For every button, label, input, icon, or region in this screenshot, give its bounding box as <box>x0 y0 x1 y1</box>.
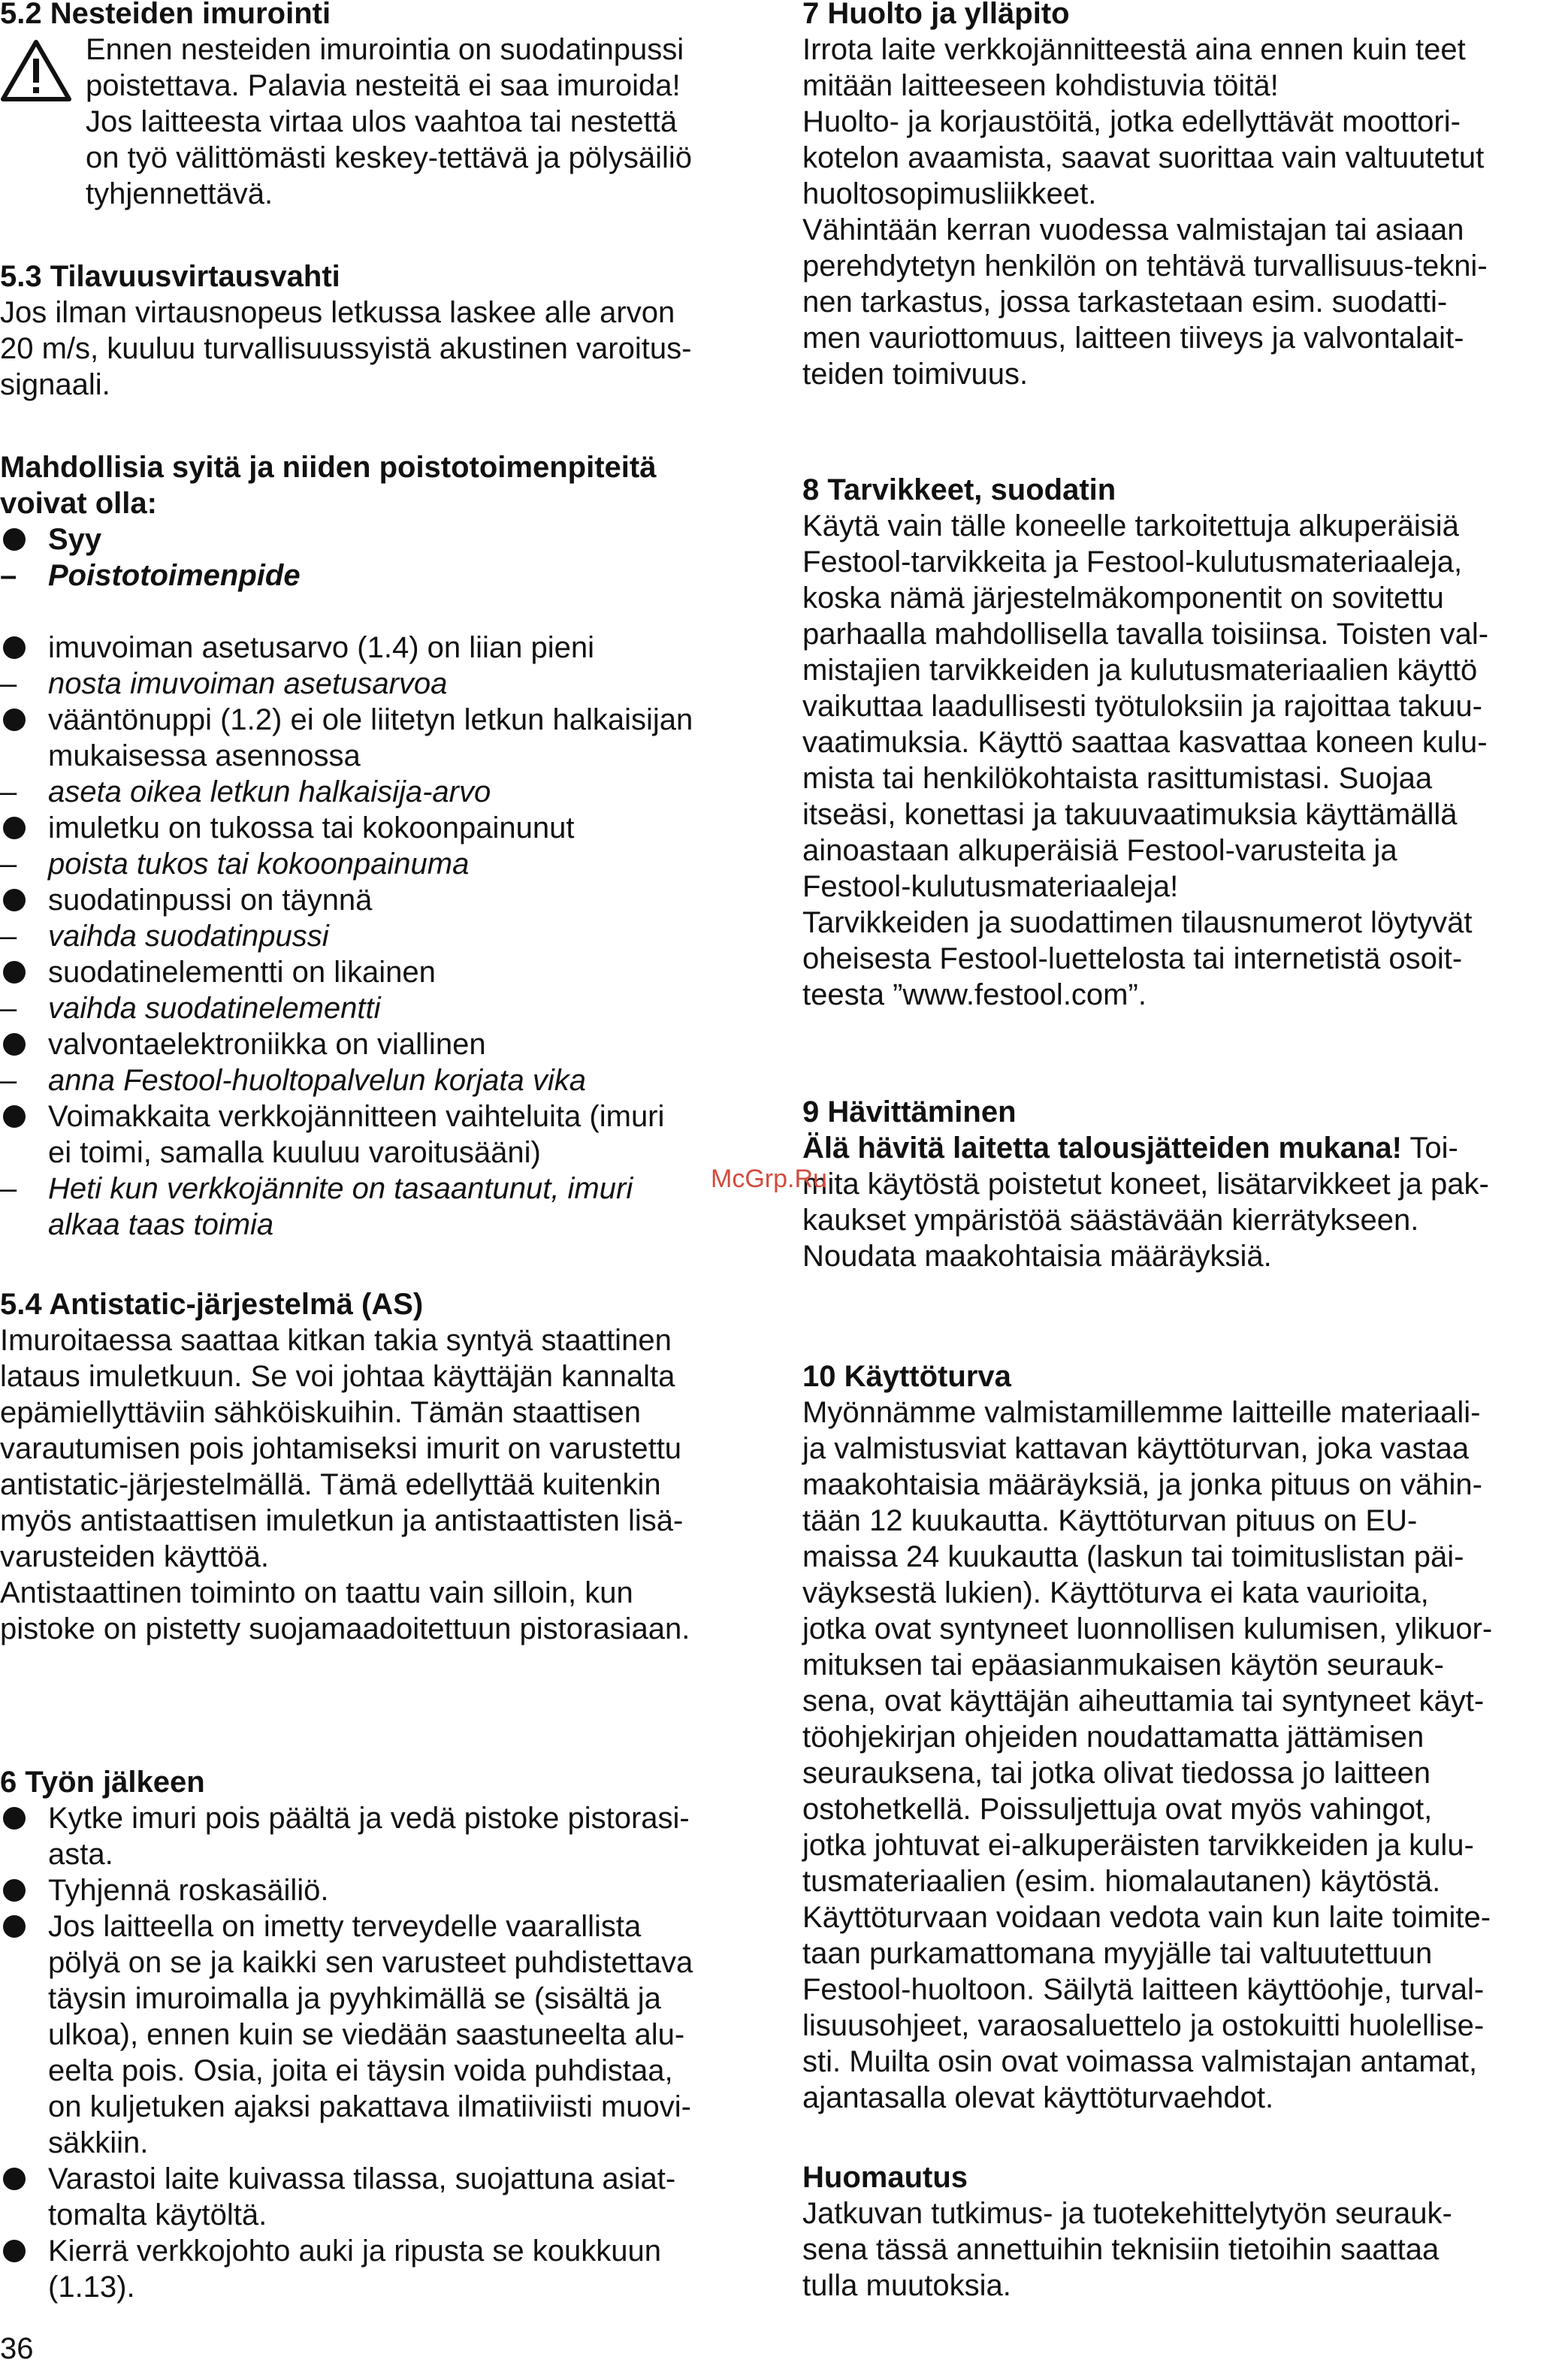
text-line: Jatkuvan tutkimus- ja tuotekehittelytyön seurauk- <box>802 2197 1452 2230</box>
bullet-icon <box>3 961 26 984</box>
section-10-title: 10 Käyttöturva <box>802 1360 1011 1393</box>
text-line: mistajien tarvikkeiden ja kulutusmateriaalien käyttö <box>802 654 1478 687</box>
bullet-icon <box>3 1807 26 1830</box>
text-line: teiden toimivuus. <box>802 358 1029 391</box>
list-item-text: asta. <box>48 1838 113 1871</box>
list-item-text: Jos laitteella on imetty terveydelle vaarallista <box>48 1910 642 1943</box>
list-item-text: Kierrä verkkojohto auki ja ripusta se koukkuun <box>48 2235 661 2268</box>
cause-text: imuletku on tukossa tai kokoonpainunut <box>48 811 575 845</box>
bullet-icon <box>3 1033 26 1056</box>
text-line: jotka johtuvat ei-alkuperäisten tarvikkeiden ja kulu- <box>802 1829 1474 1862</box>
text-line: Huolto- ja korjaustöitä, jotka edellyttävät moottori- <box>802 105 1461 138</box>
text-line: oheisesta Festool-luettelosta tai internetistä osoit- <box>802 942 1463 975</box>
text-line: taan purkamattomana myyjälle tai valtuutettuun <box>802 1937 1433 1970</box>
bullet-icon <box>3 528 26 551</box>
text-line: sena, ovat käyttäjän aiheuttamia tai syntyneet käyt- <box>802 1685 1485 1718</box>
bullet-icon <box>3 636 26 659</box>
list-item-text: Varastoi laite kuivassa tilassa, suojattuna asiat- <box>48 2162 676 2195</box>
remedy-text: poista tukos tai kokoonpainuma <box>48 848 470 881</box>
text-line: mituksen tai epäasianmukaisen käytön seurauk- <box>802 1648 1444 1682</box>
text-line: Myönnämme valmistamillemme laitteille materiaali- <box>802 1396 1481 1429</box>
list-item-text: ulkoa), ennen kuin se viedään saastuneelta alu- <box>48 2018 685 2051</box>
watermark: McGrp.Ru <box>711 1165 827 1193</box>
text-line: poistettava. Palavia nesteitä ei saa imuroida! <box>86 69 681 102</box>
list-item-text: säkkiin. <box>48 2126 149 2159</box>
text-line: lataus imuletkuun. Se voi johtaa käyttäjän kannalta <box>0 1360 675 1393</box>
text-line: Festool-tarvikkeita ja Festool-kulutusmateriaaleja, <box>802 545 1463 579</box>
dash-icon: – <box>0 920 17 953</box>
dash-icon: – <box>0 667 17 700</box>
section-8-title: 8 Tarvikkeet, suodatin <box>802 473 1116 506</box>
text-line: tusmateriaalien (esim. hiomalautanen) käytöstä. <box>802 1865 1441 1898</box>
bullet-icon <box>3 709 26 731</box>
text-line: tään 12 kuukautta. Käyttöturvan pituus on EU- <box>802 1504 1418 1537</box>
list-item-text: pölyä on se ja kaikki sen varusteet puhdistettava <box>48 1946 693 1979</box>
text-line: sena tässä annettuihin teknisiin tietoihin saattaa <box>802 2233 1440 2266</box>
text-line: Jos laitteesta virtaa ulos vaahtoa tai nestettä <box>86 105 678 138</box>
list-item-text: eelta pois. Osia, joita ei täysin voida puhdistaa, <box>48 2054 673 2087</box>
text-line: pistoke on pistetty suojamaadoitettuun pistorasiaan. <box>0 1612 690 1645</box>
text-line: myös antistaattisen imuletkun ja antistaattisten lisä- <box>0 1504 684 1537</box>
bullet-icon <box>3 2240 26 2262</box>
dash-icon: – <box>0 559 17 592</box>
bullet-icon <box>3 1879 26 1902</box>
cause-text: ei toimi, samalla kuuluu varoitusääni) <box>48 1136 541 1169</box>
remedy-text: Heti kun verkkojännite on tasaantunut, imuri <box>48 1172 633 1205</box>
list-item-text: Kytke imuri pois päältä ja vedä pistoke pistorasi- <box>48 1802 690 1835</box>
dash-icon: – <box>0 848 17 881</box>
text-line: perehdytetyn henkilön on tehtävä turvallisuus-tekni- <box>802 249 1488 283</box>
text-line: Mahdollisia syitä ja niiden poistotoimenpiteitä <box>0 451 657 484</box>
remedy-text: anna Festool-huoltopalvelun korjata vika <box>48 1064 586 1097</box>
section-9-first-rest: Toi- <box>1402 1132 1458 1165</box>
text-line: lisuusohjeet, varaosaluettelo ja ostokuitti huolellise- <box>802 2009 1485 2042</box>
text-line: antistatic-järjestelmällä. Tämä edellyttää kuitenkin <box>0 1468 661 1501</box>
cause-text: valvontaelektroniikka on viallinen <box>48 1028 486 1061</box>
text-line: jotka ovat syntyneet luonnollisen kulumisen, ylikuor- <box>802 1612 1493 1645</box>
section-9-title: 9 Hävittäminen <box>802 1095 1017 1129</box>
text-line: Käytä vain tälle koneelle tarkoitettuja alkuperäisiä <box>802 509 1459 542</box>
text-line: kotelon avaamista, saavat suorittaa vain valtuutetut <box>802 141 1485 174</box>
text-line: mista tai henkilökohtaista rasittumistasi. Suojaa <box>802 762 1433 795</box>
text-line: varautumisen pois johtamiseksi imurit on varustettu <box>0 1432 682 1465</box>
text-line: koska nämä järjestelmäkomponentit on sovitettu <box>802 582 1444 615</box>
text-line: töohjekirjan ohjeiden noudattamatta jättämisen <box>802 1721 1424 1754</box>
cause-text: imuvoiman asetusarvo (1.4) on liian pieni <box>48 631 595 664</box>
page-number: 36 <box>0 2332 34 2365</box>
text-line: voivat olla: <box>0 487 157 520</box>
list-item-text: tomalta käytöltä. <box>48 2198 267 2231</box>
section-7-title: 7 Huolto ja ylläpito <box>802 0 1070 30</box>
text-line: teesta ”www.festool.com”. <box>802 978 1147 1011</box>
text-line: mita käytöstä poistetut koneet, lisätarvikkeet ja pak- <box>802 1168 1489 1201</box>
remedy-text: nosta imuvoiman asetusarvoa <box>48 667 448 700</box>
cause-text: vääntönuppi (1.2) ei ole liitetyn letkun halkaisijan <box>48 703 693 736</box>
text-line: tulla muutoksia. <box>802 2269 1011 2302</box>
text-line: maissa 24 kuukautta (laskun tai toimituslistan päi- <box>802 1540 1464 1573</box>
remedy-text: alkaa taas toimia <box>48 1208 274 1241</box>
text-line: tyhjennettävä. <box>86 177 273 210</box>
cause-text: mukaisessa asennossa <box>48 739 361 772</box>
text-line: Imuroitaessa saattaa kitkan takia syntyä staattinen <box>0 1324 672 1357</box>
list-item-text: (1.13). <box>48 2271 135 2304</box>
text-line: Festool-huoltoon. Säilytä laitteen käyttöohje, turval- <box>802 1973 1485 2006</box>
dash-icon: – <box>0 1064 17 1097</box>
bullet-icon <box>3 1105 26 1128</box>
cause-text: suodatinpussi on täynnä <box>48 884 373 917</box>
dash-icon: – <box>0 1172 17 1205</box>
text-line: nen tarkastus, jossa tarkastetaan esim. suodatti- <box>802 286 1448 319</box>
cause-text: Voimakkaita verkkojännitteen vaihteluita (imuri <box>48 1100 665 1133</box>
bullet-icon <box>3 889 26 911</box>
cause-text: suodatinelementti on likainen <box>48 956 436 989</box>
text-line: Ennen nesteiden imurointia on suodatinpussi <box>86 33 684 66</box>
note-title: Huomautus <box>802 2161 968 2194</box>
text-line: signaali. <box>0 368 110 401</box>
dash-icon: – <box>0 992 17 1025</box>
text-line: vaatimuksia. Käyttö saattaa kasvattaa koneen kulu- <box>802 726 1488 759</box>
remedy-text: aseta oikea letkun halkaisija-arvo <box>48 775 491 808</box>
section-9-warning: Älä hävitä laitetta talousjätteiden mukana! <box>802 1132 1402 1165</box>
list-item-text: täysin imuroimalla ja pyyhkimällä se (sisältä ja <box>48 1982 661 2015</box>
text-line: sti. Muilta osin ovat voimassa valmistajan antamat, <box>802 2045 1478 2078</box>
text-line: huoltosopimusliikkeet. <box>802 177 1097 210</box>
section-5-2-title: 5.2 Nesteiden imurointi <box>0 0 331 30</box>
text-line: Vähintään kerran vuodessa valmistajan tai asiaan <box>802 213 1464 246</box>
section-6-title: 6 Työn jälkeen <box>0 1766 205 1799</box>
text-line: on työ välittömästi keskey-tettävä ja pölysäiliö <box>86 141 693 174</box>
text-line: itseäsi, konettasi ja takuuvaatimuksia käyttämällä <box>802 798 1458 831</box>
text-line: vaikuttaa laadullisesti työtuloksiin ja rajoittaa takuu- <box>802 690 1482 723</box>
text-line: Jos ilman virtausnopeus letkussa laskee alle arvon <box>0 296 675 329</box>
bullet-icon <box>3 817 26 839</box>
text-line: ja valmistusviat kattavan käyttöturvan, joka vastaa <box>802 1432 1470 1465</box>
text-line: Festool-kulutusmateriaaleja! <box>802 870 1179 903</box>
text-line: Antistaattinen toiminto on taattu vain silloin, kun <box>0 1576 633 1609</box>
remedy-text: vaihda suodatinelementti <box>48 992 381 1025</box>
text-line: men vauriottomuus, laitteen tiiveys ja valvontalait- <box>802 322 1464 355</box>
section-5-3-title: 5.3 Tilavuusvirtausvahti <box>0 260 340 293</box>
text-line: Tarvikkeiden ja suodattimen tilausnumerot löytyvät <box>802 906 1473 939</box>
text-line: parhaalla mahdollisella tavalla toisiinsa. Toisten val- <box>802 618 1489 651</box>
text-line: ainoastaan alkuperäisiä Festool-varusteita ja <box>802 834 1397 867</box>
section-5-4-title: 5.4 Antistatic-järjestelmä (AS) <box>0 1288 424 1321</box>
legend-remedy: Poistotoimenpide <box>48 559 301 592</box>
list-item-text: on kuljetuken ajaksi pakattava ilmatiiviisti muovi- <box>48 2090 691 2123</box>
text-line: epämiellyttäviin sähköiskuihin. Tämän staattisen <box>0 1396 642 1429</box>
section-9-first-line <box>802 1130 1458 1166</box>
legend-cause: Syy <box>48 523 102 556</box>
text-line: ajantasalla olevat käyttöturvaehdot. <box>802 2081 1274 2114</box>
text-line: Irrota laite verkkojännitteestä aina ennen kuin teet <box>802 33 1466 66</box>
list-item-text: Tyhjennä roskasäiliö. <box>48 1874 329 1907</box>
text-line: Noudata maakohtaisia määräyksiä. <box>802 1240 1272 1273</box>
text-line: seurauksena, tai jotka olivat tiedossa jo laitteen <box>802 1757 1431 1790</box>
text-line: kaukset ympäristöä säästävään kierrätykseen. <box>802 1204 1419 1237</box>
bullet-icon <box>3 2168 26 2190</box>
text-line: maakohtaisia määräyksiä, ja jonka pituus on vähin- <box>802 1468 1482 1501</box>
text-line: mitään laitteeseen kohdistuvia töitä! <box>802 69 1279 102</box>
bullet-icon <box>3 1915 26 1938</box>
text-line: varusteiden käyttöä. <box>0 1540 269 1573</box>
dash-icon: – <box>0 775 17 808</box>
text-line: väyksestä lukien). Käyttöturva ei kata vaurioita, <box>802 1576 1429 1609</box>
remedy-text: vaihda suodatinpussi <box>48 920 329 953</box>
text-line: Käyttöturvaan voidaan vedota vain kun laite toimite- <box>802 1901 1491 1934</box>
warning-triangle-icon <box>0 39 72 102</box>
text-line: 20 m/s, kuuluu turvallisuussyistä akustinen varoitus- <box>0 332 692 365</box>
text-line: ostohetkellä. Poissuljettuja ovat myös vahingot, <box>802 1793 1433 1826</box>
